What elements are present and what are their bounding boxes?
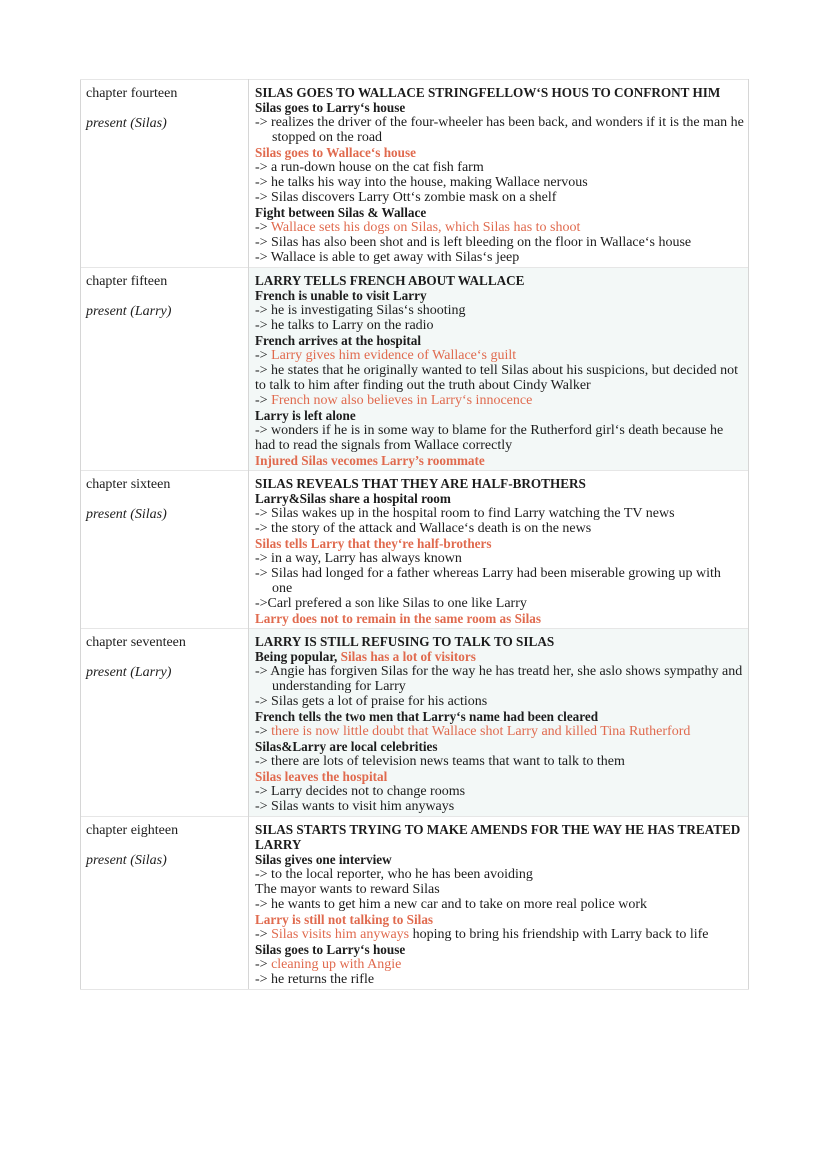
chapter-label-cell — [81, 817, 249, 990]
chapter-summary-cell — [249, 80, 749, 268]
section-heading: Larry is left alone — [255, 408, 356, 423]
chapter-heading: LARRY IS STILL REFUSING TO TALK TO SILAS — [255, 634, 555, 649]
chapter-title: chapter sixteen — [86, 477, 171, 492]
section-heading: Silas goes to Larry‘s house — [255, 942, 406, 957]
bullet-point: -> he talks to Larry on the radio — [255, 318, 434, 333]
bullet-point: -> there are lots of television news teams that want to talk to them — [255, 754, 625, 769]
table-body — [81, 80, 749, 990]
section-heading: Silas tells Larry that they‘re half-brothers — [255, 536, 492, 551]
bullet-point: -> wonders if he is in some way to blame for the Rutherford girl‘s death because he had to read the signals from Wallace correctly — [255, 423, 724, 453]
highlighted-text: cleaning up with Angie — [271, 957, 402, 972]
chapter-title: chapter fifteen — [86, 274, 168, 289]
bullet-point: -> a run-down house on the cat fish farm — [255, 160, 484, 175]
chapter-summary-table — [80, 79, 749, 990]
section-heading: Injured Silas vecomes Larry’s roommate — [255, 453, 485, 468]
bullet-point: -> realizes the driver of the four-wheeler has been back, and wonders if it is the man he stopped on the road — [255, 115, 744, 145]
chapter-summary-cell — [249, 268, 749, 471]
highlighted-text: French now also believes in Larry‘s innocence — [271, 393, 533, 408]
chapter-perspective: present (Silas) — [86, 507, 167, 522]
bullet-point: -> he is investigating Silas‘s shooting — [255, 303, 466, 318]
chapter-summary-cell — [249, 629, 749, 817]
bullet-point: -> Silas wakes up in the hospital room to find Larry watching the TV news — [255, 506, 675, 521]
bullet-point — [255, 957, 744, 972]
section-heading: Silas leaves the hospital — [255, 769, 388, 784]
bullet-point: -> the story of the attack and Wallace‘s death is on the news — [255, 521, 592, 536]
bullet-point — [255, 927, 744, 942]
section-heading: French tells the two men that Larry‘s name had been cleared — [255, 709, 599, 724]
section-heading: French arrives at the hospital — [255, 333, 422, 348]
highlighted-text: Larry gives him evidence of Wallace‘s guilt — [271, 348, 517, 363]
chapter-summary-cell — [249, 471, 749, 629]
chapter-perspective: present (Silas) — [86, 116, 167, 131]
bullet-point: -> Silas gets a lot of praise for his actions — [255, 694, 488, 709]
bullet-point: -> he returns the rifle — [255, 972, 375, 987]
section-heading: Larry is still not talking to Silas — [255, 912, 434, 927]
chapter-perspective: present (Larry) — [86, 304, 172, 319]
chapter-label-cell — [81, 268, 249, 471]
chapter-label-cell — [81, 471, 249, 629]
highlighted-text: Silas has a lot of visitors — [340, 649, 476, 664]
bullet-point: -> Silas discovers Larry Ott‘s zombie mask on a shelf — [255, 190, 557, 205]
section-heading: Silas&Larry are local celebrities — [255, 739, 438, 754]
chapter-label-cell — [81, 80, 249, 268]
chapter-row — [81, 80, 749, 268]
line-prefix: -> — [255, 393, 272, 408]
line-prefix: Being popular, — [255, 649, 341, 664]
bullet-point: -> he talks his way into the house, making Wallace nervous — [255, 175, 588, 190]
bullet-point: -> Silas had longed for a father whereas Larry had been miserable growing up with one — [255, 566, 721, 596]
chapter-row — [81, 471, 749, 629]
section-heading — [255, 649, 744, 664]
chapter-title: chapter seventeen — [86, 635, 186, 650]
bullet-point — [255, 348, 744, 363]
chapter-title: chapter fourteen — [86, 86, 178, 101]
highlighted-text: Silas visits him anyways — [271, 927, 410, 942]
chapter-row — [81, 268, 749, 471]
chapter-summary-cell — [249, 817, 749, 990]
bullet-point — [255, 393, 744, 408]
section-heading: French is unable to visit Larry — [255, 288, 427, 303]
section-heading: Silas goes to Wallace‘s house — [255, 145, 416, 160]
chapter-perspective: present (Larry) — [86, 665, 172, 680]
chapter-heading: SILAS STARTS TRYING TO MAKE AMENDS FOR THE WAY HE HAS TREATED LARRY — [255, 822, 741, 852]
bullet-point: -> Wallace is able to get away with Silas‘s jeep — [255, 250, 520, 265]
line-prefix: -> — [255, 927, 272, 942]
bullet-point: -> he states that he originally wanted to tell Silas about his suspicions, but decided not to talk to him after finding out the truth about Cindy Walker — [255, 363, 739, 393]
bullet-point: -> Angie has forgiven Silas for the way he has treatd her, she aslo shows sympathy and understanding for Larry — [255, 664, 743, 694]
chapter-label-cell — [81, 629, 249, 817]
section-heading: Larry&Silas share a hospital room — [255, 491, 451, 506]
chapter-heading: LARRY TELLS FRENCH ABOUT WALLACE — [255, 273, 525, 288]
chapter-perspective: present (Silas) — [86, 853, 167, 868]
chapter-row — [81, 629, 749, 817]
highlighted-text: Wallace sets his dogs on Silas, which Silas has to shoot — [270, 220, 581, 235]
chapter-heading: SILAS REVEALS THAT THEY ARE HALF-BROTHERS — [255, 476, 586, 491]
chapter-row — [81, 817, 749, 990]
bullet-point: -> he wants to get him a new car and to take on more real police work — [255, 897, 647, 912]
line-prefix: -> — [255, 957, 272, 972]
line-suffix: hoping to bring his friendship with Larry back to life — [409, 927, 709, 942]
bullet-point: -> Larry decides not to change rooms — [255, 784, 466, 799]
bullet-point — [255, 724, 744, 739]
bullet-point: ->Carl prefered a son like Silas to one like Larry — [255, 596, 527, 611]
bullet-point: -> Silas wants to visit him anyways — [255, 799, 455, 814]
bullet-point: -> in a way, Larry has always known — [255, 551, 462, 566]
line-prefix: -> — [255, 724, 272, 739]
chapter-title: chapter eighteen — [86, 823, 179, 838]
bullet-point: -> Silas has also been shot and is left bleeding on the floor in Wallace‘s house — [255, 235, 692, 250]
section-heading: Fight between Silas & Wallace — [255, 205, 427, 220]
line-prefix: -> — [255, 220, 271, 235]
section-heading: Silas goes to Larry‘s house — [255, 100, 406, 115]
chapter-heading: SILAS GOES TO WALLACE STRINGFELLOW‘S HOUS TO CONFRONT HIM — [255, 85, 721, 100]
section-heading: Larry does not to remain in the same room as Silas — [255, 611, 541, 626]
bullet-point: The mayor wants to reward Silas — [255, 882, 440, 897]
line-prefix: -> — [255, 348, 272, 363]
highlighted-text: there is now little doubt that Wallace shot Larry and killed Tina Rutherford — [271, 724, 691, 739]
bullet-point — [255, 220, 744, 235]
section-heading: Silas gives one interview — [255, 852, 392, 867]
bullet-point: -> to the local reporter, who he has been avoiding — [255, 867, 533, 882]
